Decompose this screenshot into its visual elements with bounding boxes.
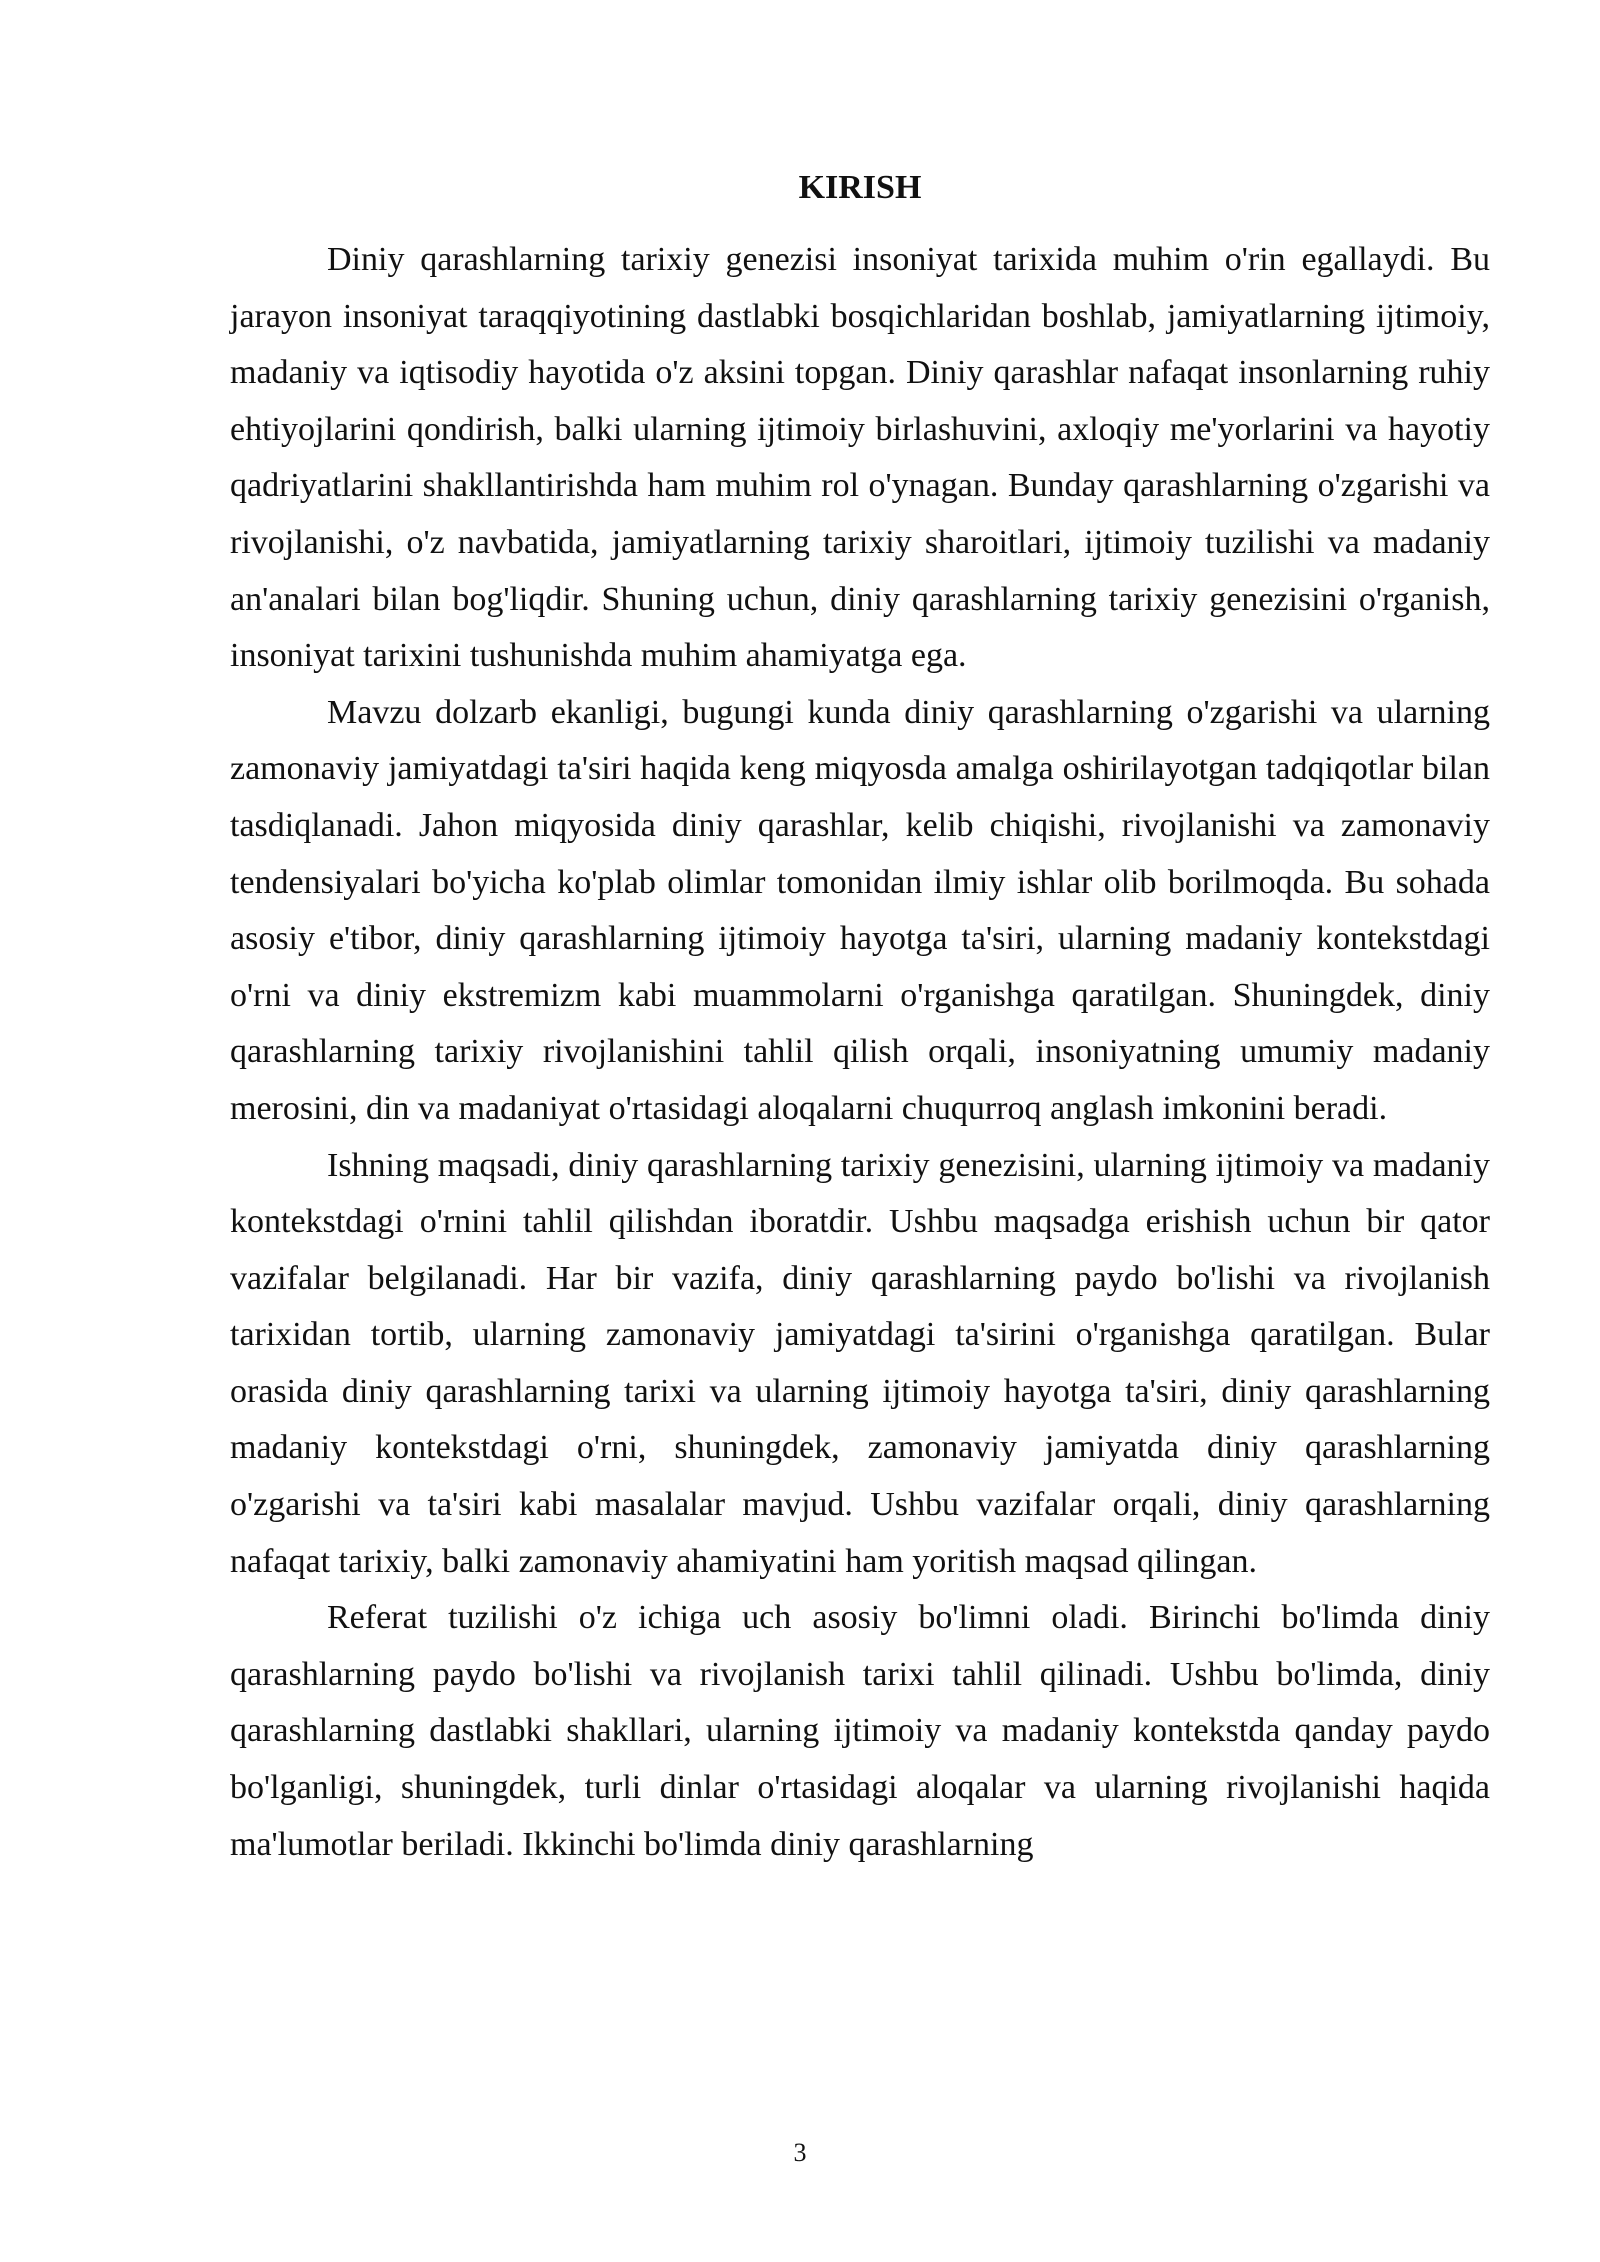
- page-body: [230, 160, 1490, 1873]
- paragraph-2: Mavzu dolzarb ekanligi, bugungi kunda diniy qarashlarning o'zgarishi va ularning zamonaviy jamiyatdagi ta'siri haqida keng miqyosda amalga oshirilayotgan tadqiqotlar bilan tasdiqlanadi. Jahon miqyosida diniy qarashlar, kelib chiqishi, rivojlanishi va zamonaviy tendensiyalari bo'yicha ko'plab olimlar tomonidan ilmiy ishlar olib borilmoqda. Bu sohada asosiy e'tibor, diniy qarashlarning ijtimoiy hayotga ta'siri, ularning madaniy kontekstdagi o'rni va diniy ekstremizm kabi muammolarni o'rganishga qaratilgan. Shuningdek, diniy qarashlarning tarixiy rivojlanishini tahlil qilish orqali, insoniyatning umumiy madaniy merosini, din va madaniyat o'rtasidagi aloqalarni chuqurroq anglash imkonini beradi.: [230, 693, 1490, 1127]
- paragraph-1: Diniy qarashlarning tarixiy genezisi insoniyat tarixida muhim o'rin egallaydi. Bu jarayon insoniyat taraqqiyotining dastlabki bosqichlaridan boshlab, jamiyatlarning ijtimoiy, madaniy va iqtisodiy hayotida o'z aksini topgan. Diniy qarashlar nafaqat insonlarning ruhiy ehtiyojlarini qondirish, balki ularning ijtimoiy birlashuvini, axloqiy me'yorlarini va hayotiy qadriyatlarini shakllantirishda ham muhim rol o'ynagan. Bunday qarashlarning o'zgarishi va rivojlanishi, o'z navbatida, jamiyatlarning tarixiy sharoitlari, ijtimoiy tuzilishi va madaniy an'analari bilan bog'liqdir. Shuning uchun, diniy qarashlarning tarixiy genezisini o'rganish, insoniyat tarixini tushunishda muhim ahamiyatga ega.: [230, 241, 1490, 675]
- page-number: 3: [793, 2138, 807, 2167]
- paragraph-3: Ishning maqsadi, diniy qarashlarning tarixiy genezisini, ularning ijtimoiy va madaniy kontekstdagi o'rnini tahlil qilishdan iboratdir. Ushbu maqsadga erishish uchun bir qator vazifalar belgilanadi. Har bir vazifa, diniy qarashlarning paydo bo'lishi va rivojlanish tarixidan tortib, ularning zamonaviy jamiyatdagi ta'sirini o'rganishga qaratilgan. Bular orasida diniy qarashlarning tarixi va ularning ijtimoiy hayotga ta'siri, diniy qarashlarning madaniy kontekstdagi o'rni, shuningdek, zamonaviy jamiyatda diniy qarashlarning o'zgarishi va ta'siri kabi masalalar mavjud. Ushbu vazifalar orqali, diniy qarashlarning nafaqat tarixiy, balki zamonaviy ahamiyatini ham yoritish maqsad qilingan.: [230, 1146, 1490, 1580]
- page-title: KIRISH: [798, 169, 922, 206]
- paragraph-4: Referat tuzilishi o'z ichiga uch asosiy bo'limni oladi. Birinchi bo'limda diniy qarashlarning paydo bo'lishi va rivojlanish tarixi tahlil qilinadi. Ushbu bo'limda, diniy qarashlarning dastlabki shakllari, ularning ijtimoiy va madaniy kontekstda qanday paydo bo'lganligi, shuningdek, turli dinlar o'rtasidagi aloqalar va ularning rivojlanishi haqida ma'lumotlar beriladi. Ikkinchi bo'limda diniy qarashlarning: [230, 1599, 1490, 1863]
